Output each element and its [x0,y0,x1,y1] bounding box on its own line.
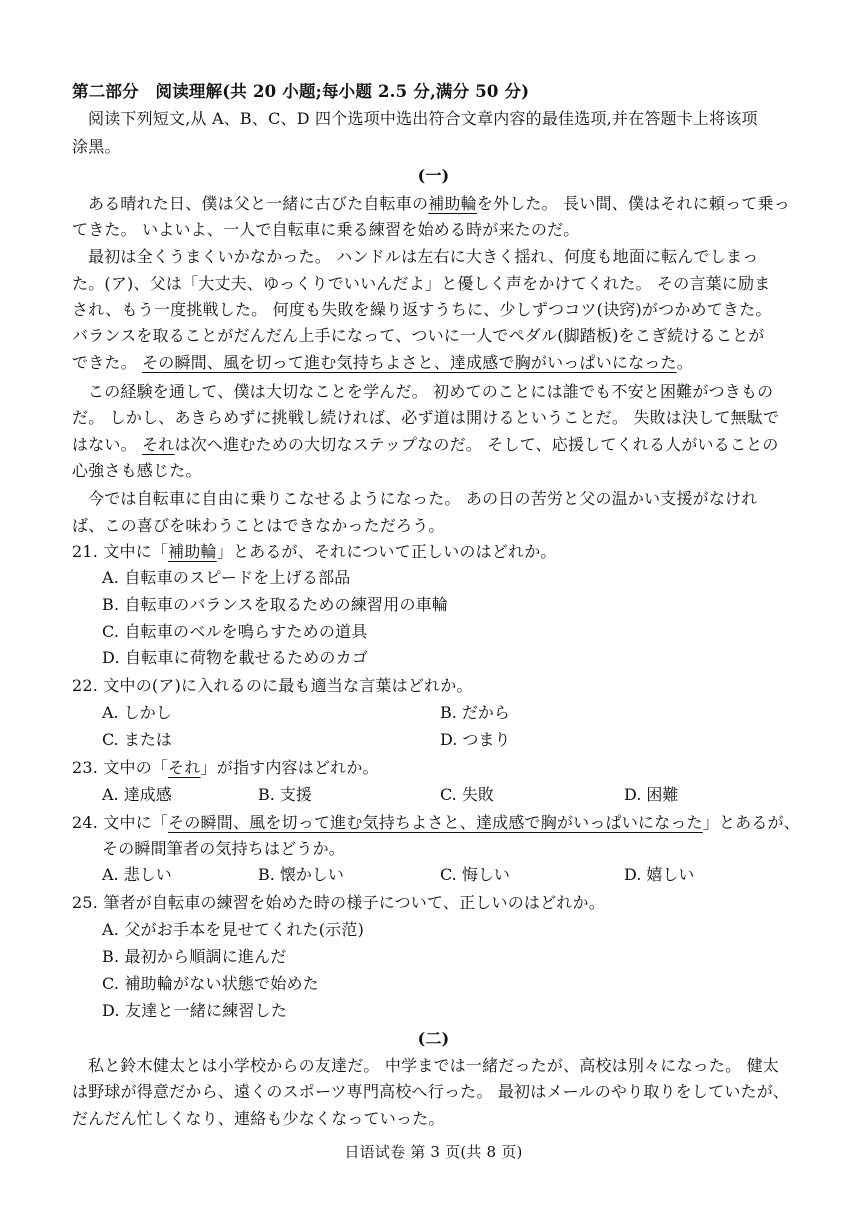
question-21-option-c: C. 自転車のベルを鳴らすための道具 [102,622,368,641]
passage-1-line: 心強さも感じた。 [72,461,202,480]
text-span: できた。 [72,353,143,372]
text-span: 」とあるが、それについて正しいのはどれか。 [216,542,557,561]
question-21-option-a: A. 自転車のスピードを上げる部品 [102,568,351,587]
instructions-line-2: 涂黑。 [72,137,121,156]
question-22-options-row-2 [102,729,802,751]
question-24-option-b: B. 懐かしい [258,865,344,884]
question-23-option-b: B. 支援 [258,785,312,804]
underlined-term: 補助輪 [428,194,477,213]
text-span: 23. 文中の「 [72,758,169,777]
text-span: ある晴れた日、僕は父と一緒に古びた自転車の [88,194,429,213]
question-22-option-b: B. だから [440,703,510,722]
question-25-option-d: D. 友達と一緒に練習した [102,1001,288,1020]
question-22-options-row-1 [102,702,802,724]
question-23-option-a: A. 達成感 [102,785,172,804]
passage-1-line: この経験を通して、僕は大切なことを学んだ。 初めてのことには誰でも不安と困難がつきもの [88,382,774,401]
text-span: を外した。 長い間、僕はそれに頼って乗っ [476,194,790,213]
passage-1-line: バランスを取ることがだんだん上手になって、ついに一人でペダル(脚踏板)をこぎ続けることが [72,326,765,345]
question-23-option-c: C. 失敗 [440,785,494,804]
question-24-stem [72,812,812,834]
page-footer: 日语试卷 第 3 页(共 8 页) [344,1143,523,1161]
question-21-option-b: B. 自転車のバランスを取るための練習用の車輪 [102,595,449,614]
part-header: 第二部分 阅读理解(共 20 小题;每小题 2.5 分,满分 50 分) [72,82,530,101]
passage-1-line: た。(ア)、父は「大丈夫、ゆっくりでいいんだよ」と優しく声をかけてくれた。 その言葉に励ま [72,274,771,293]
text-span: は次へ進むための大切なステップなのだ。 そして、応援してくれる人がいることの [174,435,779,454]
question-21-option-d: D. 自転車に荷物を載せるためのカゴ [102,648,369,667]
underlined-sentence: その瞬間、風を切って進む気持ちよさと、達成感で胸がいっぱいになった [168,813,703,832]
question-25-stem: 25. 筆者が自転車の練習を始めた時の様子について、正しいのはどれか。 [72,893,605,912]
question-25-option-a: A. 父がお手本を見せてくれた(示范) [102,920,365,939]
question-25-option-b: B. 最初から順調に進んだ [102,947,287,966]
passage-2-line: 私と鈴木健太とは小学校からの友達だ。 中学までは一緒だったが、高校は別々になった。 健太 [88,1056,779,1075]
passage-1-line: 最初は全くうまくいかなかった。 ハンドルは左右に大きく揺れ、何度も地面に転んでしまっ [88,247,759,266]
text-span: 」とあるが、 [702,813,800,832]
underlined-sentence: その瞬間、風を切って進む気持ちよさと、達成感で胸がいっぱいになった [142,353,677,372]
question-24-option-c: C. 悔しい [440,865,510,884]
passage-1-line [72,352,812,374]
text-span: 」が指す内容はどれか。 [200,758,379,777]
question-23-option-d: D. 困難 [624,785,679,804]
text-span: 21. 文中に「 [72,542,169,561]
passage-1-line: ば、この喜びを味わうことはできなかっただろう。 [72,516,445,535]
passage-1-label: (一) [417,166,450,185]
underlined-term: それ [168,758,201,777]
underlined-term: 補助輪 [168,542,217,561]
question-22-option-c: C. または [102,730,172,749]
passage-2-label: (二) [417,1029,450,1048]
passage-1-line: され、もう一度挑戦した。 何度も失敗を繰り返すうちに、少しずつコツ(诀窍)がつかめてきた。 [72,300,772,319]
passage-2-line: は野球が得意だから、遠くのスポーツ専門高校へ行った。 最初はメールのやり取りをしていたが、 [72,1082,790,1101]
text-span: 。 [676,353,693,372]
question-25-option-c: C. 補助輪がない状態で始めた [102,974,319,993]
question-21-stem [72,541,812,563]
question-22-option-a: A. しかし [102,703,172,722]
passage-1-line: 今では自転車に自由に乗りこなせるようになった。 あの日の苦労と父の温かい支援がなけれ [88,489,758,508]
instructions-line-1: 阅读下列短文,从 A、B、C、D 四个选项中选出符合文章内容的最佳选项,并在答题卡上将该项 [88,109,758,128]
question-24-option-a: A. 悲しい [102,865,172,884]
question-24-options-row [102,864,802,886]
question-23-options-row [102,784,802,806]
question-22-stem: 22. 文中の(ア)に入れるのに最も適当な言葉はどれか。 [72,676,473,695]
passage-1-line: だ。 しかし、あきらめずに挑戦し続ければ、必ず道は開けるということだ。 失敗は決して無駄で [72,408,780,427]
text-span: はない。 [72,435,143,454]
passage-1-line [88,193,812,215]
passage-1-line: てきた。 いよいよ、一人で自転車に乗る練習を始める時が来たのだ。 [72,220,580,239]
underlined-term: それ [142,435,175,454]
question-24-option-d: D. 嬉しい [624,865,695,884]
passage-2-line: だんだん忙しくなり、連絡も少なくなっていった。 [72,1109,445,1128]
passage-1-line [72,434,812,456]
question-24-stem-line-2: その瞬間筆者の気持ちはどうか。 [102,839,346,858]
question-23-stem [72,757,812,779]
question-22-option-d: D. つまり [440,730,511,749]
text-span: 24. 文中に「 [72,813,169,832]
